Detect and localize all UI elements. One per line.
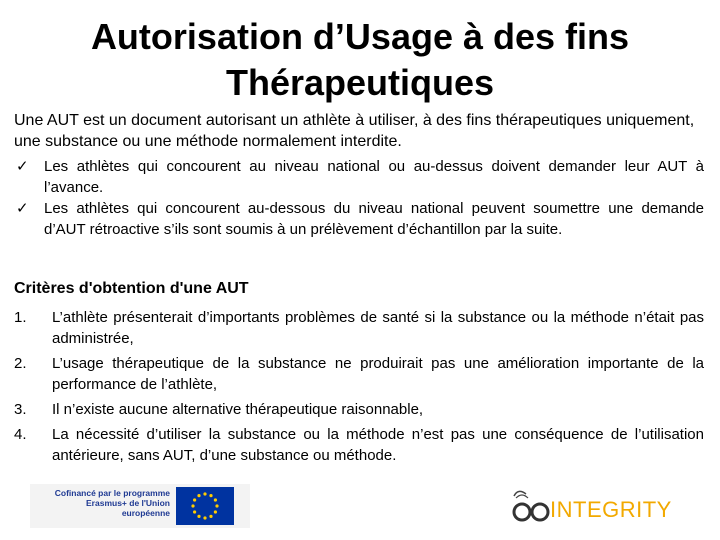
integrity-logo bbox=[500, 484, 690, 528]
check-icon: ✓ bbox=[16, 158, 29, 175]
criteria-number: 1. bbox=[14, 309, 27, 326]
erasmus-logo-text: Cofinancé par le programme Erasmus+ de l'Union européenne bbox=[54, 488, 170, 518]
criteria-item bbox=[14, 424, 704, 466]
check-item bbox=[14, 198, 704, 240]
criteria-text: L’athlète présenterait d’importants problèmes de santé si la substance ou la méthode n’était pas administrée, bbox=[52, 309, 704, 347]
check-item bbox=[14, 156, 704, 198]
criteria-number: 4. bbox=[14, 426, 27, 443]
check-item-text: Les athlètes qui concourent au-dessous du niveau national peuvent soumettre une demande d’AUT rétroactive s’ils sont soumis à un prélèvement d’échantillon par la suite. bbox=[44, 200, 704, 238]
check-list bbox=[14, 156, 704, 240]
slide-title: Autorisation d’Usage à des fins Thérapeutiques bbox=[90, 16, 630, 103]
criteria-heading: Critères d'obtention d'une AUT bbox=[14, 280, 249, 297]
criteria-list bbox=[14, 307, 704, 470]
criteria-item bbox=[14, 307, 704, 349]
criteria-text: La nécessité d’utiliser la substance ou la méthode n’est pas une conséquence de l’utilisation antérieure, sans AUT, d’une substance ou méthode. bbox=[52, 426, 704, 464]
check-item-text: Les athlètes qui concourent au niveau national ou au-dessus doivent demander leur AUT à l’avance. bbox=[44, 158, 704, 196]
integrity-brand: INTEGRITY bbox=[550, 497, 672, 522]
criteria-number: 2. bbox=[14, 355, 27, 372]
criteria-number: 3. bbox=[14, 401, 27, 418]
criteria-text: Il n’existe aucune alternative thérapeutique raisonnable, bbox=[52, 401, 424, 418]
criteria-item bbox=[14, 353, 704, 395]
criteria-text: L’usage thérapeutique de la substance ne produirait pas une amélioration importante de la performance de l’athlète, bbox=[52, 355, 704, 393]
criteria-item bbox=[14, 399, 704, 420]
eu-flag-icon bbox=[176, 487, 234, 525]
erasmus-logo bbox=[30, 484, 250, 528]
check-icon: ✓ bbox=[16, 200, 29, 217]
intro-paragraph: Une AUT est un document autorisant un athlète à utiliser, à des fins thérapeutiques uniquement, une substance ou une méthode normalement interdite. bbox=[14, 112, 695, 150]
